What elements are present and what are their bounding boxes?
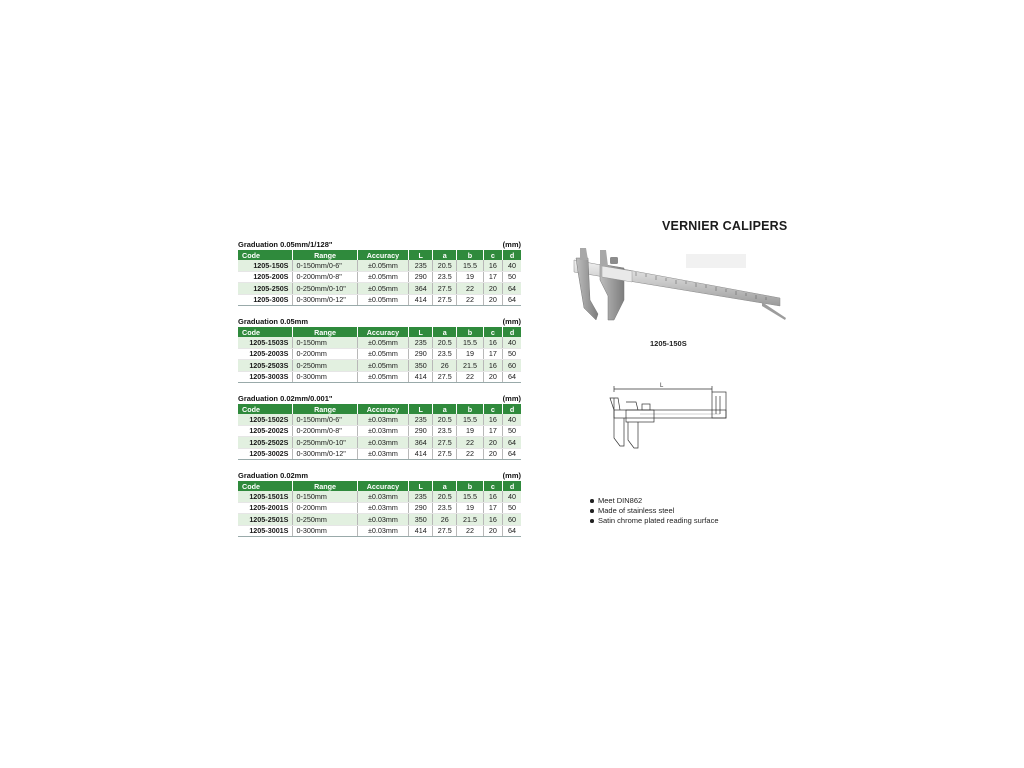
table-cell: 40 (503, 260, 521, 271)
table-cell: 290 (409, 271, 433, 283)
unit-label: (mm) (502, 394, 521, 403)
table-cell: 17 (483, 348, 502, 360)
table-cell: 20 (483, 371, 502, 383)
table-cell: 235 (409, 337, 433, 348)
table-cell: 290 (409, 348, 433, 360)
column-header: c (483, 250, 502, 260)
table-row (238, 283, 521, 295)
table-row (238, 437, 521, 449)
table-cell: ±0.05mm (357, 360, 409, 372)
spec-table (238, 250, 521, 306)
column-header: Code (238, 404, 293, 414)
table-cell: 1205-2501S (238, 514, 293, 526)
feature-list (590, 496, 719, 526)
table-cell: 350 (409, 360, 433, 372)
table-cell: ±0.03mm (357, 514, 409, 526)
table-cell: 0-250mm (293, 360, 357, 372)
table-cell: 64 (503, 437, 521, 449)
table-cell: 414 (409, 448, 433, 460)
page-title: VERNIER CALIPERS (662, 219, 788, 233)
table-cell: 22 (457, 525, 483, 537)
table-header-row (238, 404, 521, 414)
table-cell: 235 (409, 414, 433, 425)
table-cell: 0-150mm/0-6" (293, 260, 357, 271)
table-cell: 0-300mm (293, 525, 357, 537)
table-cell: 19 (457, 271, 483, 283)
table-row (238, 348, 521, 360)
table-cell: 16 (483, 414, 502, 425)
column-header: Accuracy (357, 481, 409, 491)
table-cell: ±0.05mm (357, 260, 409, 271)
table-cell: 27.5 (433, 294, 457, 306)
table-cell: 19 (457, 425, 483, 437)
table-cell: 20.5 (433, 414, 457, 425)
table-cell: 414 (409, 371, 433, 383)
table-row (238, 337, 521, 348)
column-header: Code (238, 481, 293, 491)
graduation-label: Graduation 0.05mm (238, 317, 309, 326)
table-cell: 40 (503, 337, 521, 348)
table-cell: 350 (409, 514, 433, 526)
spec-table (238, 481, 521, 537)
table-row (238, 371, 521, 383)
table-header-row (238, 250, 521, 260)
table-cell: 15.5 (457, 491, 483, 502)
table-cell: 0-200mm (293, 502, 357, 514)
table-cell: ±0.05mm (357, 337, 409, 348)
table-cell: 20.5 (433, 260, 457, 271)
table-cell: ±0.05mm (357, 348, 409, 360)
table-cell: 20 (483, 448, 502, 460)
table-cell: 27.5 (433, 437, 457, 449)
table-cell: 0-300mm (293, 371, 357, 383)
column-header: d (503, 327, 521, 337)
table-cell: 23.5 (433, 502, 457, 514)
table-cell: ±0.05mm (357, 283, 409, 295)
table-cell: ±0.03mm (357, 414, 409, 425)
table-cell: 1205-3002S (238, 448, 293, 460)
column-header: L (409, 481, 433, 491)
table-cell: 0-250mm (293, 514, 357, 526)
table-cell: 1205-2502S (238, 437, 293, 449)
table-cell: 1205-1502S (238, 414, 293, 425)
spec-group (238, 471, 521, 537)
column-header: a (433, 481, 457, 491)
bullet-icon (590, 519, 594, 523)
table-row (238, 414, 521, 425)
table-cell: 22 (457, 448, 483, 460)
table-cell: 64 (503, 283, 521, 295)
column-header: c (483, 404, 502, 414)
table-cell: 17 (483, 502, 502, 514)
unit-label: (mm) (502, 317, 521, 326)
table-cell: 27.5 (433, 525, 457, 537)
table-cell: 20.5 (433, 491, 457, 502)
graduation-label: Graduation 0.05mm/1/128" (238, 240, 333, 249)
graduation-label: Graduation 0.02mm/0.001" (238, 394, 333, 403)
table-cell: 290 (409, 502, 433, 514)
table-cell: 60 (503, 514, 521, 526)
group-header (238, 471, 521, 481)
column-header: b (457, 481, 483, 491)
column-header: a (433, 404, 457, 414)
table-cell: 16 (483, 360, 502, 372)
table-cell: ±0.03mm (357, 502, 409, 514)
table-cell: 16 (483, 260, 502, 271)
column-header: b (457, 250, 483, 260)
table-cell: 22 (457, 437, 483, 449)
table-cell: 235 (409, 491, 433, 502)
table-cell: 20 (483, 437, 502, 449)
table-cell: 235 (409, 260, 433, 271)
table-cell: 23.5 (433, 425, 457, 437)
table-cell: 1205-300S (238, 294, 293, 306)
table-cell: 1205-2003S (238, 348, 293, 360)
table-cell: 60 (503, 360, 521, 372)
column-header: Accuracy (357, 327, 409, 337)
table-cell: 23.5 (433, 348, 457, 360)
table-cell: 22 (457, 283, 483, 295)
table-cell: 0-300mm/0-12" (293, 294, 357, 306)
table-cell: 15.5 (457, 337, 483, 348)
table-cell: 0-150mm (293, 337, 357, 348)
table-cell: 64 (503, 448, 521, 460)
table-cell: 1205-150S (238, 260, 293, 271)
column-header: a (433, 250, 457, 260)
table-cell: 0-250mm/0-10" (293, 283, 357, 295)
table-cell: 27.5 (433, 371, 457, 383)
table-cell: ±0.05mm (357, 371, 409, 383)
table-cell: 22 (457, 294, 483, 306)
table-cell: 40 (503, 491, 521, 502)
column-header: Code (238, 327, 293, 337)
feature-item: Satin chrome plated reading surface (590, 516, 719, 526)
column-header: b (457, 327, 483, 337)
table-cell: ±0.05mm (357, 294, 409, 306)
table-cell: 26 (433, 360, 457, 372)
table-row (238, 425, 521, 437)
graduation-label: Graduation 0.02mm (238, 471, 309, 480)
table-cell: 1205-2503S (238, 360, 293, 372)
table-cell: ±0.03mm (357, 491, 409, 502)
table-cell: 0-200mm/0-8" (293, 271, 357, 283)
column-header: c (483, 327, 502, 337)
column-header: Range (293, 327, 357, 337)
caliper-photo (566, 240, 788, 332)
table-row (238, 525, 521, 537)
column-header: Accuracy (357, 250, 409, 260)
table-cell: 16 (483, 337, 502, 348)
table-cell: 27.5 (433, 448, 457, 460)
column-header: d (503, 481, 521, 491)
column-header: Accuracy (357, 404, 409, 414)
unit-label: (mm) (502, 240, 521, 249)
table-cell: 64 (503, 294, 521, 306)
table-cell: 1205-200S (238, 271, 293, 283)
table-cell: 20 (483, 525, 502, 537)
spec-table (238, 327, 521, 383)
column-header: c (483, 481, 502, 491)
unit-label: (mm) (502, 471, 521, 480)
table-cell: 21.5 (457, 360, 483, 372)
column-header: Code (238, 250, 293, 260)
table-cell: 364 (409, 437, 433, 449)
column-header: b (457, 404, 483, 414)
column-header: L (409, 327, 433, 337)
table-cell: 27.5 (433, 283, 457, 295)
spec-table (238, 404, 521, 460)
table-row (238, 448, 521, 460)
table-cell: 21.5 (457, 514, 483, 526)
table-cell: 0-200mm/0-8" (293, 425, 357, 437)
table-cell: 15.5 (457, 414, 483, 425)
column-header: Range (293, 481, 357, 491)
group-header (238, 394, 521, 404)
group-header (238, 240, 521, 250)
table-cell: 50 (503, 271, 521, 283)
table-header-row (238, 481, 521, 491)
table-cell: ±0.03mm (357, 437, 409, 449)
table-cell: 1205-1503S (238, 337, 293, 348)
table-cell: 15.5 (457, 260, 483, 271)
table-cell: 50 (503, 502, 521, 514)
table-cell: 40 (503, 414, 521, 425)
table-cell: 16 (483, 491, 502, 502)
table-cell: 364 (409, 283, 433, 295)
table-cell: 1205-3003S (238, 371, 293, 383)
column-header: Range (293, 250, 357, 260)
caliper-technical-drawing (600, 382, 730, 452)
table-cell: 1205-1501S (238, 491, 293, 502)
table-row (238, 360, 521, 372)
table-cell: 20.5 (433, 337, 457, 348)
table-cell: 20 (483, 294, 502, 306)
table-cell: 1205-2001S (238, 502, 293, 514)
spec-group (238, 317, 521, 383)
column-header: Range (293, 404, 357, 414)
table-cell: 0-150mm (293, 491, 357, 502)
column-header: L (409, 250, 433, 260)
table-cell: 0-200mm (293, 348, 357, 360)
table-cell: 0-150mm/0-6" (293, 414, 357, 425)
feature-item: Meet DIN862 (590, 496, 719, 506)
table-row (238, 271, 521, 283)
table-cell: 50 (503, 425, 521, 437)
table-cell: 26 (433, 514, 457, 526)
table-cell: 19 (457, 502, 483, 514)
table-cell: 16 (483, 514, 502, 526)
table-row (238, 260, 521, 271)
column-header: a (433, 327, 457, 337)
table-row (238, 502, 521, 514)
table-cell: 23.5 (433, 271, 457, 283)
photo-model-label: 1205-150S (650, 339, 687, 348)
table-cell: ±0.05mm (357, 271, 409, 283)
dimension-L-label: L (660, 383, 664, 389)
table-cell: 0-250mm/0-10" (293, 437, 357, 449)
table-cell: ±0.03mm (357, 425, 409, 437)
group-header (238, 317, 521, 327)
table-cell: 414 (409, 525, 433, 537)
feature-item: Made of stainless steel (590, 506, 719, 516)
column-header: d (503, 404, 521, 414)
table-cell: 414 (409, 294, 433, 306)
table-cell: 1205-250S (238, 283, 293, 295)
column-header: L (409, 404, 433, 414)
table-row (238, 294, 521, 306)
bullet-icon (590, 499, 594, 503)
table-cell: 64 (503, 525, 521, 537)
table-cell: 22 (457, 371, 483, 383)
table-cell: ±0.03mm (357, 448, 409, 460)
table-row (238, 491, 521, 502)
table-cell: 20 (483, 283, 502, 295)
table-cell: 64 (503, 371, 521, 383)
table-row (238, 514, 521, 526)
bullet-icon (590, 509, 594, 513)
table-cell: 17 (483, 271, 502, 283)
column-header: d (503, 250, 521, 260)
spec-group (238, 394, 521, 460)
table-cell: 0-300mm/0-12" (293, 448, 357, 460)
table-header-row (238, 327, 521, 337)
table-cell: 50 (503, 348, 521, 360)
table-cell: 17 (483, 425, 502, 437)
table-cell: 1205-3001S (238, 525, 293, 537)
spec-group (238, 240, 521, 306)
table-cell: 1205-2002S (238, 425, 293, 437)
table-cell: 19 (457, 348, 483, 360)
table-cell: 290 (409, 425, 433, 437)
table-cell: ±0.03mm (357, 525, 409, 537)
